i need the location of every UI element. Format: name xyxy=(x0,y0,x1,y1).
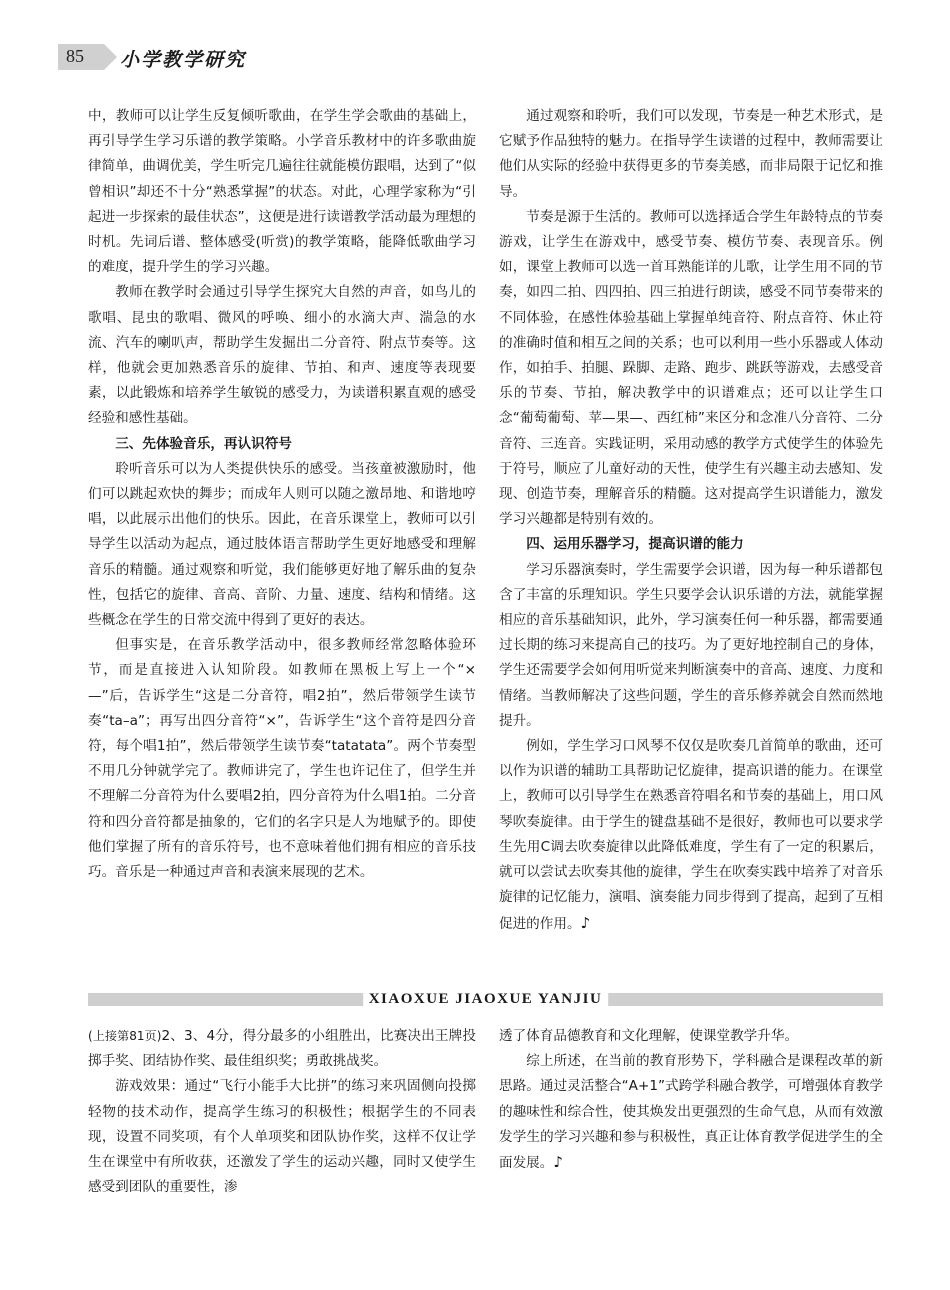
paragraph: 学习乐器演奏时，学生需要学会识谱，因为每一种乐谱都包含了丰富的乐理知识。学生只要学会认识乐谱的方法，就能掌握相应的音乐基础知识，此外，学习演奏任何一种乐器，都需要通过长期的练习来提高自己的技巧。为了更好地控制自己的身体，学生还需要学会如何用听觉来判断演奏中的音高、速度、力度和情绪。当教师解决了这些问题，学生的音乐修养就会自然而然地提升。 xyxy=(499,561,883,729)
paragraph-text: 例如，学生学习口风琴不仅仅是吹奏几首简单的歌曲，还可以作为识谱的辅助工具帮助记忆旋律，提高识谱的能力。在课堂上，教师可以引导学生在熟悉音符唱名和节奏的基础上，用口风琴吹奏旋律。由于学生的键盘基础不是很好，教师也可以要求学生先用C调去吹奏旋律以此降低难度，学生有了一定的积累后，就可以尝试去吹奏其他的旋律，学生在吹奏实践中培养了对音乐旋律的记忆能力，演唱、演奏能力同步得到了提高，起到了互相促进的作用。 xyxy=(499,738,883,932)
paragraph-text: 2、3、4分，得分最多的小组胜出，比赛决出王牌投掷手奖、团结协作奖、最佳组织奖；勇敢挑战奖。 xyxy=(88,1028,476,1070)
continued-from-note: (上接第81页) xyxy=(88,1029,162,1043)
paragraph: 但事实是，在音乐教学活动中，很多教师经常忽略体验环节，而是直接进入认知阶段。如教师在黑板上写上一个“×—”后，告诉学生“这是二分音符，唱2拍”，然后带领学生读节奏“ta–a”；再写出四分音符“×”，告诉学生“这个音符是四分音符，每个唱1拍”，然后带领学生读节奏“tatatata”。两个节奏型不用几分钟就学完了。教师讲完了，学生也许记住了，但学生并不理解二分音符为什么要唱2拍，四分音符为什么唱1拍。二分音符和四分音符都是抽象的，它们的名字只是人为地赋予的。即使他们掌握了所有的音乐符号，也不意味着他们拥有相应的音乐技巧。音乐是一种通过声音和表演来展现的艺术。 xyxy=(88,637,476,881)
article-column-left xyxy=(88,104,476,885)
paragraph: 游戏效果：通过“飞行小能手大比拼”的练习来巩固侧向投掷轻物的技术动作，提高学生练习的积极性；根据学生的不同表现，设置不同奖项，有个人单项奖和团队协作奖，这样不仅让学生在课堂中有所收获，还激发了学生的运动兴趣，同时又使学生感受到团队的重要性，渗 xyxy=(88,1078,476,1196)
section-divider xyxy=(88,987,883,1011)
paragraph-text: 综上所述，在当前的教育形势下，学科融合是课程改革的新思路。通过灵活整合“A+1”式跨学科融合教学，可增强体育教学的趣味性和综合性，使其焕发出更强烈的生命气息，从而有效激发学生的学习兴趣和参与积极性，真正让体育教学促进学生的全面发展。 xyxy=(499,1053,883,1172)
paragraph: 节奏是源于生活的。教师可以选择适合学生年龄特点的节奏游戏，让学生在游戏中，感受节奏、模仿节奏、表现音乐。例如，课堂上教师可以选一首耳熟能详的儿歌，让学生用不同的节奏，如四二拍、四四拍、四三拍进行朗读，感受不同节奏带来的不同体验，在感性体验基础上掌握单纯音符、附点音符、休止符的准确时值和相互之间的关系；也可以利用一些小乐器或人体动作，如拍手、拍腿、跺脚、走路、跑步、跳跃等游戏，去感受音乐的节奏、节拍，解决教学中的识谱难点；还可以让学生口念“葡萄葡萄、苹—果—、西红柿”来区分和念准八分音符、二分音符、三连音。实践证明，采用动感的教学方式使学生的体验先于符号，顺应了儿童好动的天性，使学生有兴趣主动去感知、发现、创造节奏，理解音乐的精髓。这对提高学生识谱能力，激发学习兴趣都是特别有效的。 xyxy=(499,208,883,528)
paragraph xyxy=(499,734,883,937)
article-column-right xyxy=(499,104,883,937)
section-heading: 四、运用乐器学习，提高识谱的能力 xyxy=(526,536,744,553)
music-note-icon: ♪ xyxy=(580,913,591,932)
paragraph: 透了体育品德教育和文化理解，使课堂教学升华。 xyxy=(499,1028,799,1044)
paragraph xyxy=(499,1049,883,1176)
paragraph: 通过观察和聆听，我们可以发现，节奏是一种艺术形式，是它赋予作品独特的魅力。在指导学生读谱的过程中，教师需要让他们从实际的经验中获得更多的节奏美感，而非局限于记忆和推导。 xyxy=(499,108,883,200)
page-header xyxy=(58,42,888,76)
paragraph: 中，教师可以让学生反复倾听歌曲，在学生学会歌曲的基础上，再引导学生学习乐谱的教学策略。小学音乐教材中的许多歌曲旋律简单，曲调优美，学生听完几遍往往就能模仿跟唱，达到了“似曾相识”却还不十分“熟悉掌握”的状态。对此，心理学家称为“引起进一步探索的最佳状态”，这便是进行读谱教学活动最为理想的时机。先词后谱、整体感受(听赏)的教学策略，能降低歌曲学习的难度，提升学生的学习兴趣。 xyxy=(88,108,476,276)
page-number-tab-arrow xyxy=(104,44,117,70)
paragraph: 聆听音乐可以为人类提供快乐的感受。当孩童被激励时，他们可以跳起欢快的舞步；而成年人则可以随之激昂地、和谐地哼唱，以此展示出他们的快乐。因此，在音乐课堂上，教师可以引导学生以活动为起点，通过肢体语言帮助学生更好地感受和理解音乐的精髓。通过观察和听觉，我们能够更好地了解乐曲的复杂性，包括它的旋律、音高、音阶、力量、速度、结构和情绪。这些概念在学生的日常交流中得到了更好的表达。 xyxy=(88,460,476,629)
paragraph xyxy=(88,1024,476,1074)
music-note-icon: ♪ xyxy=(553,1153,563,1172)
paragraph: 教师在教学时会通过引导学生探究大自然的声音，如鸟儿的歌唱、昆虫的歌唱、微风的呼唤、细小的水滴大声、湍急的水流、汽车的喇叭声，帮助学生发掘出二分音符、附点节奏等。这样，他就会更加熟悉音乐的旋律、节拍、和声、速度等表现要素，以此锻炼和培养学生敏锐的感受力，为读谱积累直观的感受经验和感性基础。 xyxy=(88,284,476,427)
page-number: 85 xyxy=(66,46,84,66)
continued-article-right xyxy=(499,1024,883,1176)
journal-title: 小学教学研究 xyxy=(120,49,247,71)
section-heading: 三、先体验音乐，再认识符号 xyxy=(115,435,292,452)
continued-article-left xyxy=(88,1024,476,1200)
divider-title: XIAOXUE JIAOXUE YANJIU xyxy=(363,987,609,1011)
